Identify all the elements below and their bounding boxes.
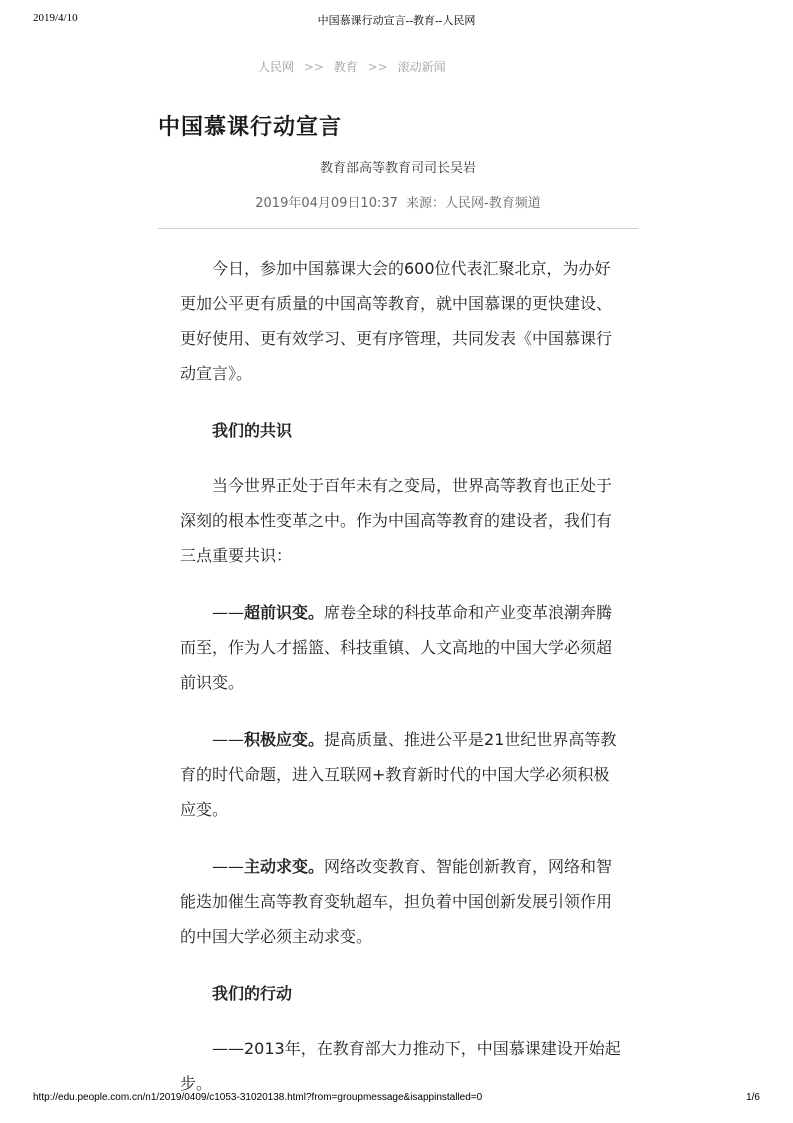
point-dash: —— — [212, 730, 244, 749]
breadcrumb-separator: >> — [303, 60, 324, 74]
article-meta — [158, 192, 638, 211]
point-keyword: 主动求变。 — [244, 857, 325, 876]
point-text: 席卷全球的科技革命和产业变革浪潮奔腾而至，作为人才摇篮、科技重镇、人文高地的中国大学必须超前识变。 — [180, 603, 613, 692]
breadcrumb-separator: >> — [367, 60, 388, 74]
paragraph-point-1 — [180, 595, 625, 700]
point-text: 网络改变教育、智能创新教育，网络和智能迭加催生高等教育变轨超车，担负着中国创新发展引领作用的中国大学必须主动求变。 — [180, 857, 613, 946]
article-title: 中国慕课行动宣言 — [158, 115, 343, 140]
paragraph-actions-first: ——2013年，在教育部大力推动下，中国慕课建设开始起步。 — [180, 1039, 621, 1093]
point-dash: —— — [212, 857, 244, 876]
breadcrumb-link-rolling-news[interactable]: 滚动新闻 — [397, 60, 446, 74]
print-page-title: 中国慕课行动宣言--教育--人民网 — [317, 15, 476, 27]
print-url: http://edu.people.com.cn/n1/2019/0409/c1053-31020138.html?from=groupmessage&isappinstalled=0 — [33, 1092, 483, 1103]
divider — [158, 228, 638, 229]
breadcrumb — [258, 58, 446, 75]
paragraph-consensus-lead: 当今世界正处于百年未有之变局，世界高等教育也正处于深刻的根本性变革之中。作为中国高等教育的建设者，我们有三点重要共识： — [180, 476, 613, 565]
print-date: 2019/4/10 — [33, 12, 78, 24]
article-datetime: 2019年04月09日10:37 — [255, 196, 398, 211]
print-header — [0, 12, 793, 32]
paragraph-intro: 今日，参加中国慕课大会的600位代表汇聚北京，为办好更加公平更有质量的中国高等教育，就中国慕课的更快建设、更好使用、更有效学习、更有序管理，共同发表《中国慕课行动宣言》。 — [180, 259, 613, 383]
section-heading-actions: 我们的行动 — [212, 984, 293, 1003]
breadcrumb-link-people[interactable]: 人民网 — [258, 60, 295, 74]
point-keyword: 积极应变。 — [244, 730, 325, 749]
paragraph-point-2 — [180, 722, 625, 827]
point-dash: —— — [212, 603, 244, 622]
article-source: 来源：人民网-教育频道 — [406, 196, 541, 211]
article-author: 教育部高等教育司司长吴岩 — [319, 161, 476, 176]
print-footer — [0, 1092, 793, 1108]
breadcrumb-link-education[interactable]: 教育 — [333, 60, 358, 74]
point-text: 提高质量、推进公平是21世纪世界高等教育的时代命题，进入互联网+教育新时代的中国大学必须积极应变。 — [180, 730, 617, 819]
point-keyword: 超前识变。 — [244, 603, 325, 622]
article-body — [180, 251, 625, 1123]
paragraph-point-3 — [180, 849, 625, 954]
section-heading-consensus: 我们的共识 — [212, 421, 293, 440]
page-number: 1/6 — [746, 1092, 760, 1103]
